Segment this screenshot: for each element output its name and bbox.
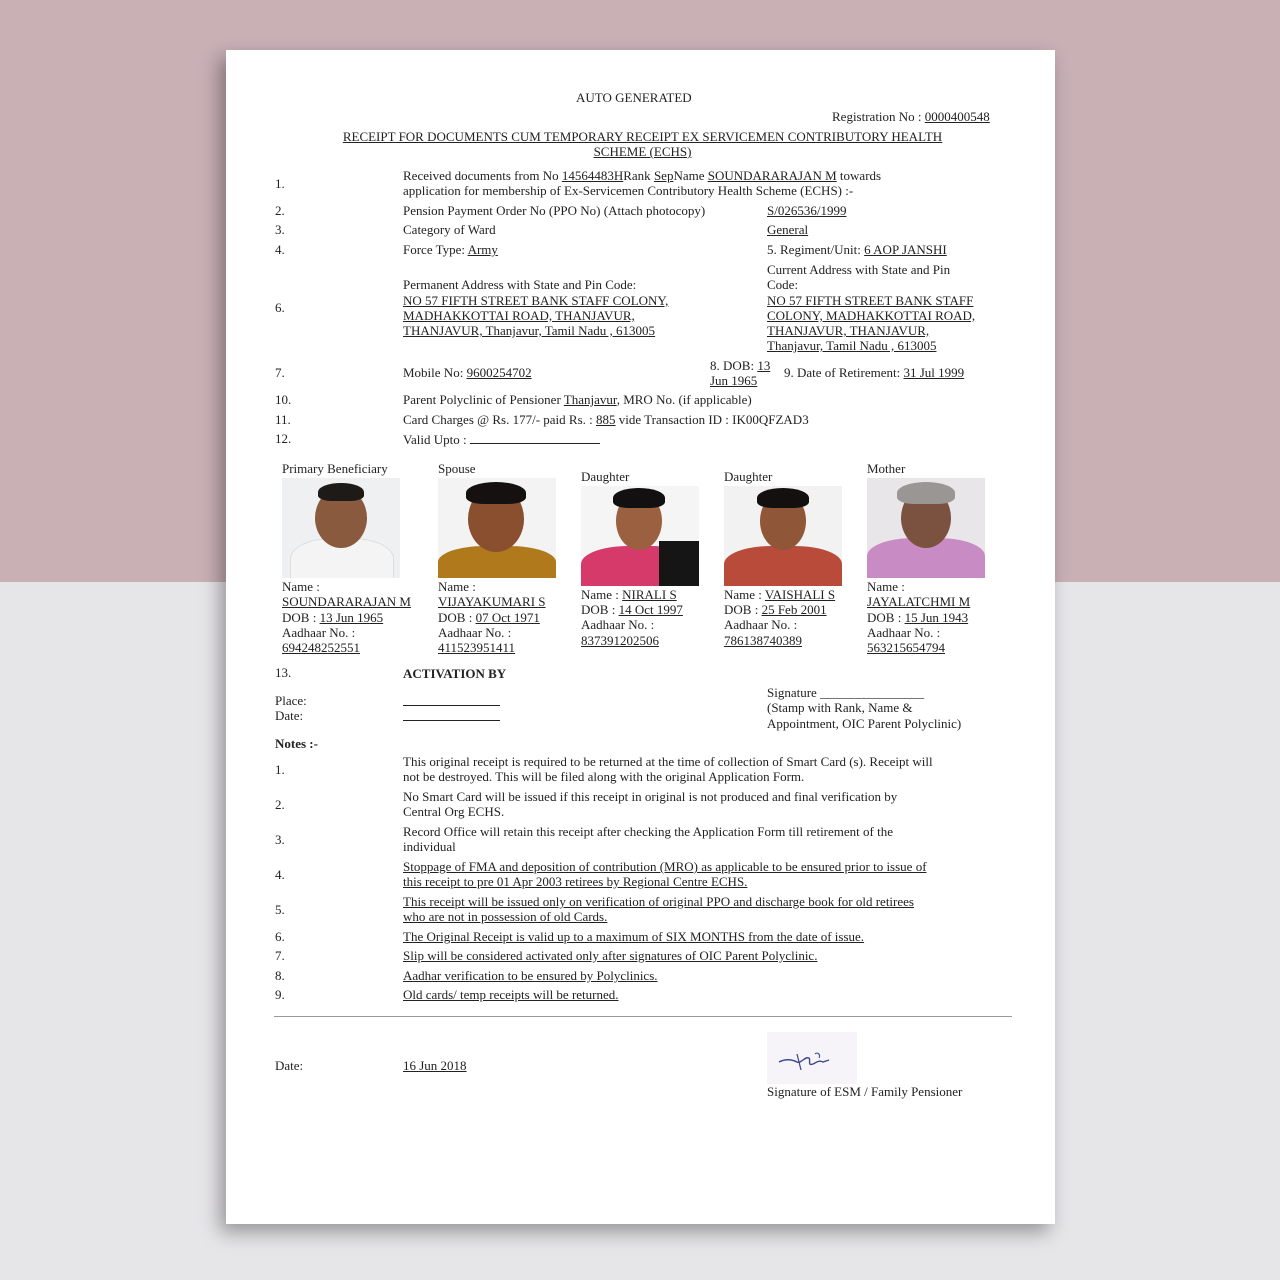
beneficiary-photo [581, 486, 699, 586]
beneficiary-role: Spouse [438, 461, 476, 476]
item-number: 10. [275, 392, 292, 407]
beneficiary-dob: 25 Feb 2001 [761, 602, 827, 617]
parent-polyclinic: Parent Polyclinic of Pensioner Thanjavur, MRO No. (if applicable) [403, 392, 752, 407]
item-1-line2: application for membership of Ex-Servicemen Contributory Health Scheme (ECHS) :- [403, 183, 854, 198]
note-text: Slip will be considered activated only after signatures of OIC Parent Polyclinic. [403, 948, 818, 963]
permanent-address-line: NO 57 FIFTH STREET BANK STAFF COLONY, [403, 293, 669, 308]
note-number: 2. [275, 797, 285, 812]
date-line [403, 720, 500, 721]
current-address-line: THANJAVUR, THANJAVUR, [767, 323, 930, 338]
beneficiary-role: Mother [867, 461, 906, 476]
item-number: 6. [275, 300, 285, 315]
mobile-number: Mobile No: 9600254702 [403, 365, 532, 380]
signature-image [767, 1032, 857, 1084]
note-text: individual [403, 839, 456, 854]
current-address-line: COLONY, MADHAKKOTTAI ROAD, [767, 308, 976, 323]
footer-date-value: 16 Jun 2018 [403, 1058, 467, 1073]
activation-date-label: Date: [275, 708, 304, 723]
auto-generated-label: AUTO GENERATED [576, 90, 692, 105]
registration-value: 0000400548 [924, 109, 990, 124]
beneficiary-dob: 07 Oct 1971 [475, 610, 540, 625]
current-address-label: Current Address with State and Pin [767, 262, 951, 277]
valid-upto: Valid Upto : [403, 431, 600, 447]
note-text: Aadhar verification to be ensured by Polyclinics. [403, 968, 658, 983]
beneficiary-role: Primary Beneficiary [282, 461, 388, 476]
note-number: 3. [275, 832, 285, 847]
beneficiary-name: VAISHALI S [764, 587, 836, 602]
item-number: 7. [275, 365, 285, 380]
permanent-address-label: Permanent Address with State and Pin Code: [403, 277, 637, 292]
ward-category-label: Category of Ward [403, 222, 496, 237]
note-text: The Original Receipt is valid up to a maximum of SIX MONTHS from the date of issue. [403, 929, 865, 944]
beneficiary-photo [282, 478, 400, 578]
dob-value: Jun 1965 [710, 373, 758, 388]
activation-title: ACTIVATION BY [403, 666, 507, 681]
note-number: 4. [275, 867, 285, 882]
item-number: 2. [275, 203, 285, 218]
beneficiary-photo [724, 486, 842, 586]
divider [274, 1016, 1012, 1017]
item-number: 12. [275, 431, 292, 446]
note-text: No Smart Card will be issued if this receipt in original is not produced and final verification by [403, 789, 898, 804]
note-number: 5. [275, 902, 285, 917]
note-text: not be destroyed. This will be filed along with the original Application Form. [403, 769, 805, 784]
note-text: Central Org ECHS. [403, 804, 505, 819]
beneficiary-dob: 13 Jun 1965 [319, 610, 384, 625]
current-address-label: Code: [767, 277, 799, 292]
dob-field: 8. DOB: 13 [710, 358, 771, 373]
permanent-address-line: THANJAVUR, Thanjavur, Tamil Nadu , 613005 [403, 323, 656, 338]
note-number: 9. [275, 987, 285, 1002]
rank-value: Sep [653, 168, 674, 183]
ward-category-value: General [767, 222, 809, 237]
activation-signature: Signature ________________ [767, 685, 925, 700]
ppo-value: S/026536/1999 [767, 203, 847, 218]
beneficiary-role: Daughter [581, 469, 630, 484]
beneficiary-aadhaar: 563215654794 [867, 640, 945, 655]
beneficiary-name: JAYALATCHMI M [867, 594, 971, 609]
current-address-line: NO 57 FIFTH STREET BANK STAFF [767, 293, 974, 308]
beneficiary-name: VIJAYAKUMARI S [438, 594, 546, 609]
regiment-unit: 5. Regiment/Unit: 6 AOP JANSHI [767, 242, 947, 257]
beneficiary-aadhaar: 837391202506 [581, 633, 659, 648]
beneficiary-photo [867, 478, 985, 578]
note-number: 8. [275, 968, 285, 983]
note-text: This original receipt is required to be returned at the time of collection of Smart Card (s). Receipt will [403, 754, 933, 769]
force-type: Force Type: Army [403, 242, 498, 257]
permanent-address-line: MADHAKKOTTAI ROAD, THANJAVUR, [403, 308, 635, 323]
footer-date-label: Date: [275, 1058, 304, 1073]
beneficiary-aadhaar: 786138740389 [724, 633, 802, 648]
note-text: Old cards/ temp receipts will be returned. [403, 987, 619, 1002]
place-label: Place: [275, 693, 307, 708]
note-text: This receipt will be issued only on verification of original PPO and discharge book for old retirees [403, 894, 914, 909]
note-text: Record Office will retain this receipt after checking the Application Form till retirement of the [403, 824, 893, 839]
applicant-name: SOUNDARARAJAN M [707, 168, 837, 183]
note-text: who are not in possession of old Cards. [403, 909, 608, 924]
ppo-label: Pension Payment Order No (PPO No) (Attach photocopy) [403, 203, 706, 218]
item-number: 1. [275, 176, 285, 191]
beneficiary-photo [438, 478, 556, 578]
item-1-line1: Received documents from No 14564483HRank SepName SOUNDARARAJAN M towards [403, 168, 882, 183]
receipt-title: RECEIPT FOR DOCUMENTS CUM TEMPORARY RECEIPT EX SERVICEMEN CONTRIBUTORY HEALTH SCHEME (ECHS) [342, 129, 943, 159]
item-number: 13. [275, 665, 292, 680]
beneficiary-aadhaar: 411523951411 [438, 640, 516, 655]
place-line [403, 705, 500, 706]
note-number: 7. [275, 948, 285, 963]
note-number: 1. [275, 762, 285, 777]
beneficiary-dob: 14 Oct 1997 [618, 602, 683, 617]
note-text: Stoppage of FMA and deposition of contribution (MRO) as applicable to be ensured prior to issue of [403, 859, 927, 874]
stamp-note: (Stamp with Rank, Name & [767, 700, 913, 715]
beneficiary-aadhaar: 694248252551 [282, 640, 360, 655]
beneficiary-name: NIRALI S [622, 587, 677, 602]
retirement-date: 9. Date of Retirement: 31 Jul 1999 [784, 365, 965, 380]
pensioner-signature-label: Signature of ESM / Family Pensioner [767, 1084, 963, 1099]
note-number: 6. [275, 929, 285, 944]
notes-title: Notes :- [275, 736, 318, 751]
item-number: 3. [275, 222, 285, 237]
stamp-note: Appointment, OIC Parent Polyclinic) [767, 716, 962, 731]
note-text: this receipt to pre 01 Apr 2003 retirees by Regional Centre ECHS. [403, 874, 748, 889]
current-address-line: Thanjavur, Tamil Nadu , 613005 [767, 338, 937, 353]
service-number: 14564483H [561, 168, 624, 183]
beneficiary-name: SOUNDARARAJAN M [282, 594, 411, 609]
registration-number: Registration No : 0000400548 [832, 109, 990, 124]
card-charges: Card Charges @ Rs. 177/- paid Rs. : 885 vide Transaction ID : IK00QFZAD3 [403, 412, 809, 427]
beneficiary-dob: 15 Jun 1943 [904, 610, 969, 625]
receipt-document: AUTO GENERATED Registration No : 0000400548 RECEIPT FOR DOCUMENTS CUM TEMPORARY RECEIPT EX SERVICEMEN CONTRIBUTORY HEALTH SCHEME (ECHS) 1. Received documents from No 14564483HRank SepName SOUNDARARAJAN M towards application for membership of Ex-Servicemen Contributory Health Scheme (ECHS) :- 2. Pension Payment Order No (PPO No) (Attach photocopy) S/026536/1999 3. Category of Ward General 4. Force Type: Army 5. Regiment/Unit: 6 AOP JANSHI 6. Permanent Address with State and Pin Code: NO 57 FIFTH STREET BANK STAFF COLONY, MADHAKKOTTAI ROAD, THANJAVUR, THANJAVUR, Thanjavur, Tamil Nadu , 613005 Current Address with State and Pin Code: NO 57 FIFTH STREET BANK STAFF COLONY, MADHAKKOTTAI ROAD, THANJAVUR, THANJAVUR, Thanjavur, Tamil Nadu , 613005 7. Mobile No: 9600254702 8. DOB: 13 Jun 1965 9. Date of Retirement: 31 Jul 1999 10. Parent Polyclinic of Pensioner Thanjavur, MRO No. (if applicable) 11. Card Charges @ Rs. 177/- paid Rs. : 885 vide Transaction ID : IK00QFZAD3 12. Valid Upto : Primary Beneficiary Spouse Daughter Daughter Mother Name : SOUNDARARAJAN M DOB : 13 Jun 1965 Aadhaar No. : 694248252551 Name : VIJAYAKUMARI S DOB : 07 Oct 1971 Aadhaar No. : 411523951411 Name : NIRALI S DOB : 14 Oct 1997 Aadhaar No. : 837391202506 Name : VAISHALI S DOB : 25 Feb 2001 Aadhaar No. : 786138740389 Name : JAYALATCHMI M DOB : 15 Jun 1943 Aadhaar No. : 563215654794 13. ACTIVATION BY Place: Date: Signature ________________ (Stamp with Rank, Name & Appointment, OIC Parent Polyclinic) Notes :- 1. This original receipt is required to be returned at the time of collection of Smart Card (s). Receipt will not be destroyed. This will be filed along with the original Application Form. 2. No Smart Card will be issued if this receipt in original is not produced and final verification by Central Org ECHS. 3. Record Office will retain this receipt after checking the Application Form till retirement of the individual 4. Stoppage of FMA and deposition of contribution (MRO) as applicable to be ensured prior to issue of this receipt to pre 01 Apr 2003 retirees by Regional Centre ECHS. 5. This receipt will be issued only on verification of original PPO and discharge book for old retirees who are not in possession of old Cards. 6. The Original Receipt is valid up to a maximum of SIX MONTHS from the date of issue. 7. Slip will be considered activated only after signatures of OIC Parent Polyclinic. 8. Aadhar verification to be ensured by Polyclinics. 9. Old cards/ temp receipts will be returned. Date: 16 Jun 2018 Signature of ESM / Family Pensioner [226, 50, 1055, 1224]
beneficiary-role: Daughter [724, 469, 773, 484]
item-number: 11. [275, 412, 291, 427]
item-number: 4. [275, 242, 285, 257]
